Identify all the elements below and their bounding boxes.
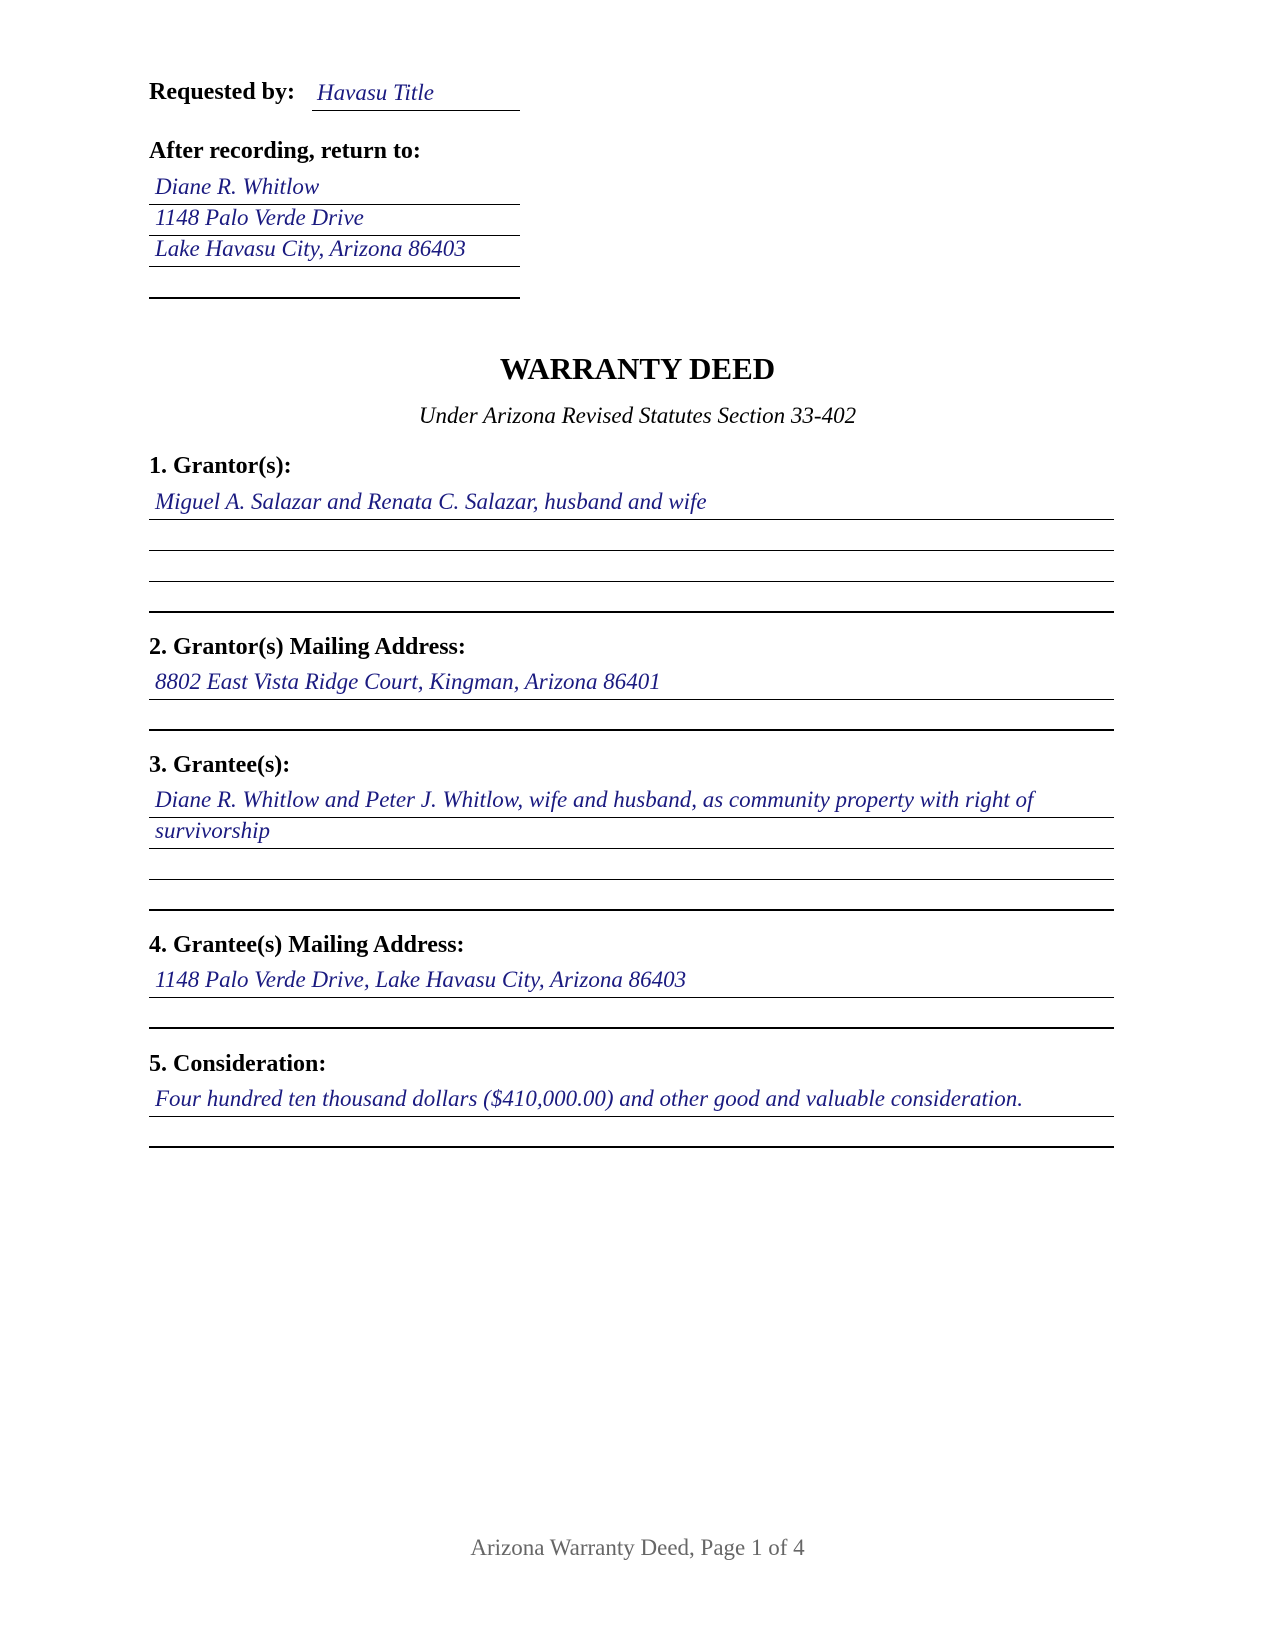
grantees-rule-1: [149, 817, 1114, 818]
grantors-rule-3: [149, 581, 1114, 582]
grantees-rule-3: [149, 879, 1114, 880]
requested-by-rule: [312, 110, 520, 111]
consideration-label: 5. Consideration:: [149, 1051, 327, 1077]
grantors-line-1: Miguel A. Salazar and Renata C. Salazar, husband and wife: [155, 489, 707, 514]
grantees-label: 3. Grantee(s):: [149, 752, 291, 778]
document-title: WARRANTY DEED: [499, 351, 776, 386]
grantees-line-2: survivorship: [155, 818, 270, 843]
grantors-rule-1: [149, 519, 1114, 520]
return-to-line-3: Lake Havasu City, Arizona 86403: [155, 236, 466, 261]
grantee-address-rule-2: [149, 1027, 1114, 1029]
document-subtitle: Under Arizona Revised Statutes Section 33-402: [418, 403, 857, 428]
grantor-address-rule-1: [149, 699, 1114, 700]
grantor-address-label: 2. Grantor(s) Mailing Address:: [149, 634, 466, 660]
grantors-label: 1. Grantor(s):: [149, 453, 292, 479]
grantee-address-label: 4. Grantee(s) Mailing Address:: [149, 932, 465, 958]
return-to-line-2: 1148 Palo Verde Drive: [155, 205, 364, 230]
return-to-label: After recording, return to:: [149, 138, 421, 164]
consideration-rule-1: [149, 1116, 1114, 1117]
return-to-line-1: Diane R. Whitlow: [155, 174, 320, 199]
grantees-rule-4: [149, 909, 1114, 911]
grantee-address-rule-1: [149, 997, 1114, 998]
grantor-address-rule-2: [149, 729, 1114, 731]
requested-by-label: Requested by:: [149, 79, 296, 105]
requested-by-value: Havasu Title: [317, 80, 434, 105]
grantee-address-line-1: 1148 Palo Verde Drive, Lake Havasu City, Arizona 86403: [155, 967, 687, 992]
return-to-rule-3: [149, 266, 520, 267]
grantors-rule-4: [149, 611, 1114, 613]
consideration-rule-2: [149, 1146, 1114, 1148]
return-to-rule-4: [149, 297, 520, 299]
grantor-address-line-1: 8802 East Vista Ridge Court, Kingman, Arizona 86401: [155, 669, 661, 694]
consideration-line-1: Four hundred ten thousand dollars ($410,000.00) and other good and valuable consideration.: [155, 1086, 1023, 1111]
page-footer: Arizona Warranty Deed, Page 1 of 4: [470, 1535, 805, 1560]
grantees-rule-2: [149, 848, 1114, 849]
grantors-rule-2: [149, 550, 1114, 551]
grantees-line-1: Diane R. Whitlow and Peter J. Whitlow, wife and husband, as community property with right of: [155, 787, 1034, 812]
